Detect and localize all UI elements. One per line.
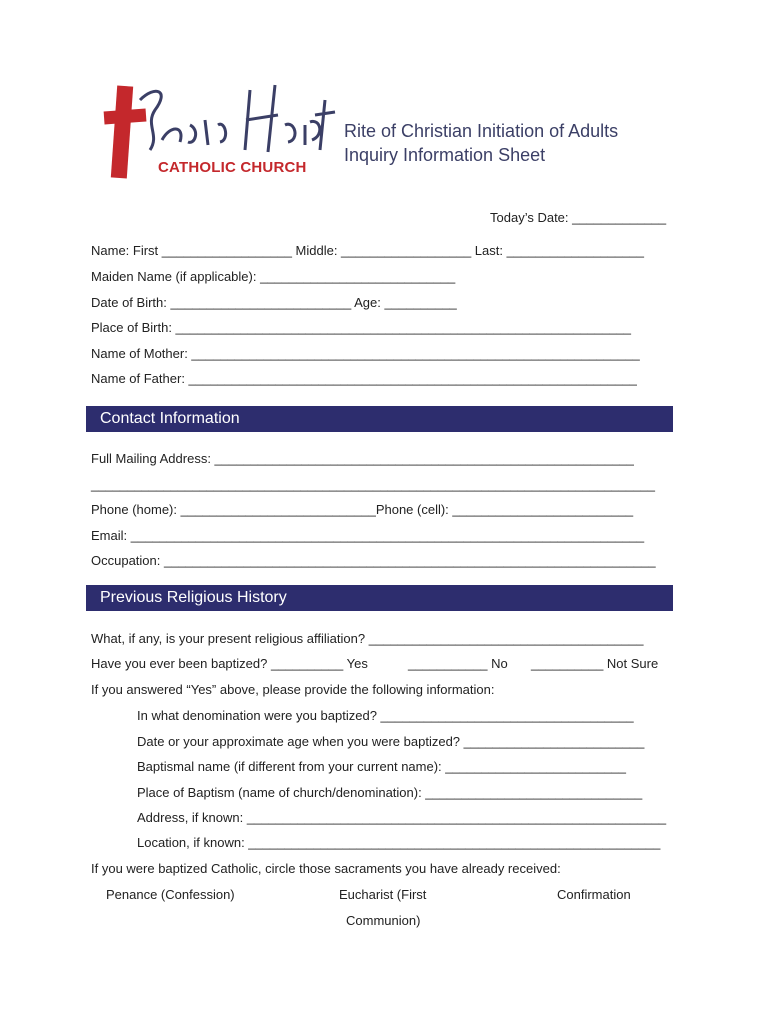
sacrament-eucharist-line2: Communion) [346, 913, 421, 928]
place-of-birth-field[interactable]: Place of Birth: _______________________________________________________________ [91, 320, 632, 335]
religious-history-heading: Previous Religious History [86, 585, 673, 611]
date-of-birth-field[interactable]: Date of Birth: _________________________ Age: __________ [91, 295, 457, 310]
sacraments-instructions: If you were baptized Catholic, circle those sacraments you have already received: [91, 861, 561, 876]
baptism-address-field[interactable]: Address, if known: __________________________________________________________ [137, 810, 667, 825]
contact-information-heading: Contact Information [86, 406, 673, 432]
baptism-date-age-field[interactable]: Date or your approximate age when you were baptized? _________________________ [137, 734, 645, 749]
todays-date-field[interactable]: Today’s Date: _____________ [490, 210, 667, 225]
mailing-address-line2-field[interactable]: ______________________________________________________________________________ [91, 477, 655, 492]
sacrament-confirmation[interactable]: Confirmation [557, 887, 631, 902]
if-yes-instructions: If you answered “Yes” above, please provide the following information: [91, 682, 495, 697]
form-title-line1: Rite of Christian Initiation of Adults [344, 121, 619, 141]
sacrament-penance[interactable]: Penance (Confession) [106, 887, 235, 902]
sacrament-eucharist[interactable]: Eucharist (First [339, 887, 427, 902]
name-fields[interactable]: Name: First __________________ Middle: __________________ Last: ___________________ [91, 243, 644, 258]
mailing-address-field[interactable]: Full Mailing Address: __________________________________________________________ [91, 451, 634, 466]
maiden-name-field[interactable]: Maiden Name (if applicable): ___________________________ [91, 269, 456, 284]
name-of-father-field[interactable]: Name of Father: ______________________________________________________________ [91, 371, 637, 386]
logo-text: CATHOLIC CHURCH [158, 159, 307, 176]
baptized-not-sure-field[interactable]: __________ Not Sure [531, 656, 659, 671]
form-title-line2: Inquiry Information Sheet [344, 145, 546, 165]
baptized-no-field[interactable]: ___________ No [408, 656, 508, 671]
phone-fields[interactable]: Phone (home): ___________________________Phone (cell): _________________________ [91, 502, 634, 517]
baptismal-name-field[interactable]: Baptismal name (if different from your current name): _________________________ [137, 759, 627, 774]
baptism-location-field[interactable]: Location, if known: _________________________________________________________ [137, 835, 661, 850]
denomination-field[interactable]: In what denomination were you baptized? ___________________________________ [137, 708, 634, 723]
occupation-field[interactable]: Occupation: ____________________________________________________________________ [91, 553, 656, 568]
baptized-yes-field[interactable]: Have you ever been baptized? __________ Yes [91, 656, 368, 671]
name-of-mother-field[interactable]: Name of Mother: ______________________________________________________________ [91, 346, 640, 361]
religious-affiliation-field[interactable]: What, if any, is your present religious affiliation? ______________________________________ [91, 631, 644, 646]
email-field[interactable]: Email: _______________________________________________________________________ [91, 528, 645, 543]
place-of-baptism-field[interactable]: Place of Baptism (name of church/denomination): ______________________________ [137, 785, 643, 800]
